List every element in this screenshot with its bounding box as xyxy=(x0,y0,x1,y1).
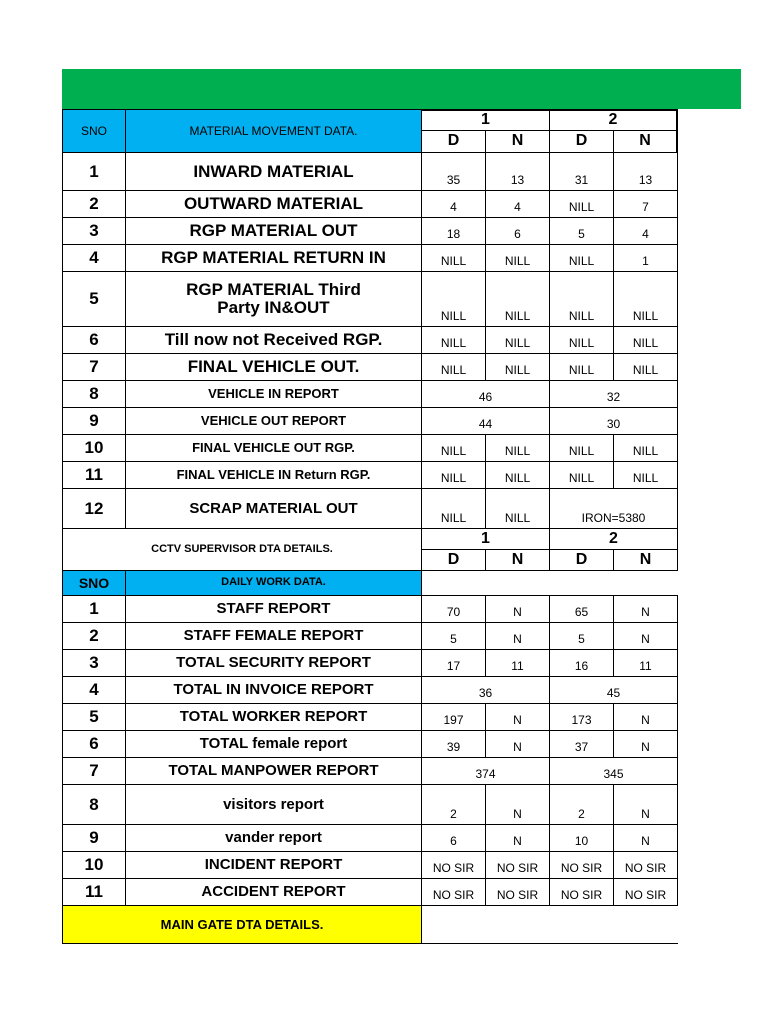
daily-row-8-value-2: N xyxy=(486,785,550,825)
daily-row-10-value-4: NO SIR xyxy=(614,852,678,879)
material-row-7-value-1: NILL xyxy=(422,354,486,381)
daily-row-7-sno: 7 xyxy=(62,758,126,785)
material-row-1-value-1: 35 xyxy=(422,153,486,191)
daily-row-11-value-1: NO SIR xyxy=(422,879,486,906)
material-row-3-value-4: 4 xyxy=(614,218,678,245)
daily-row-4-day2: 45 xyxy=(550,677,678,704)
shift-header-n: N xyxy=(486,131,550,153)
material-row-4-sno: 4 xyxy=(62,245,126,272)
daily-row-10-value-3: NO SIR xyxy=(550,852,614,879)
daily-row-4-day1: 36 xyxy=(422,677,550,704)
material-movement-header: MATERIAL MOVEMENT DATA. xyxy=(126,109,422,153)
daily-row-8-label: visitors report xyxy=(126,785,422,825)
shift-header-n: N xyxy=(614,131,678,153)
material-row-8-label: VEHICLE IN REPORT xyxy=(126,381,422,408)
material-row-6-sno: 6 xyxy=(62,327,126,354)
cctv-day-1: 1 xyxy=(422,529,550,550)
daily-row-10-sno: 10 xyxy=(62,852,126,879)
daily-row-5-sno: 5 xyxy=(62,704,126,731)
material-row-9-day1: 44 xyxy=(422,408,550,435)
material-row-1-value-2: 13 xyxy=(486,153,550,191)
material-row-1-sno: 1 xyxy=(62,153,126,191)
daily-row-6-value-2: N xyxy=(486,731,550,758)
material-row-8-day2: 32 xyxy=(550,381,678,408)
daily-row-3-value-4: 11 xyxy=(614,650,678,677)
material-row-7-value-2: NILL xyxy=(486,354,550,381)
material-row-1-value-4: 13 xyxy=(614,153,678,191)
material-row-11-value-1: NILL xyxy=(422,462,486,489)
daily-row-1-sno: 1 xyxy=(62,596,126,623)
daily-row-9-value-4: N xyxy=(614,825,678,852)
daily-row-1-label: STAFF REPORT xyxy=(126,596,422,623)
daily-row-11-label: ACCIDENT REPORT xyxy=(126,879,422,906)
green-title-banner xyxy=(62,69,741,109)
daily-row-4-sno: 4 xyxy=(62,677,126,704)
daily-row-2-value-2: N xyxy=(486,623,550,650)
daily-work-header: DAILY WORK DATA. xyxy=(126,571,422,596)
day-2-header: 2 xyxy=(550,109,678,131)
daily-row-8-value-4: N xyxy=(614,785,678,825)
material-row-4-label: RGP MATERIAL RETURN IN xyxy=(126,245,422,272)
cctv-shift-2: N xyxy=(486,550,550,571)
daily-row-6-value-1: 39 xyxy=(422,731,486,758)
material-row-2-value-2: 4 xyxy=(486,191,550,218)
material-row-4-value-4: 1 xyxy=(614,245,678,272)
material-row-6-label: Till now not Received RGP. xyxy=(126,327,422,354)
material-row-5-value-3: NILL xyxy=(550,272,614,327)
daily-row-9-label: vander report xyxy=(126,825,422,852)
daily-row-6-label: TOTAL female report xyxy=(126,731,422,758)
material-row-2-value-4: 7 xyxy=(614,191,678,218)
daily-row-10-value-2: NO SIR xyxy=(486,852,550,879)
daily-row-5-value-2: N xyxy=(486,704,550,731)
material-row-3-value-1: 18 xyxy=(422,218,486,245)
material-row-10-value-1: NILL xyxy=(422,435,486,462)
material-row-6-value-2: NILL xyxy=(486,327,550,354)
material-row-11-value-2: NILL xyxy=(486,462,550,489)
daily-sno-header: SNO xyxy=(62,571,126,596)
material-row-3-sno: 3 xyxy=(62,218,126,245)
daily-row-7-day2: 345 xyxy=(550,758,678,785)
material-row-1-value-3: 31 xyxy=(550,153,614,191)
material-row-6-value-4: NILL xyxy=(614,327,678,354)
main-gate-title: MAIN GATE DTA DETAILS. xyxy=(62,906,422,944)
daily-row-6-sno: 6 xyxy=(62,731,126,758)
material-row-8-day1: 46 xyxy=(422,381,550,408)
daily-row-9-sno: 9 xyxy=(62,825,126,852)
material-row-5-value-1: NILL xyxy=(422,272,486,327)
material-row-3-value-2: 6 xyxy=(486,218,550,245)
material-row-4-value-1: NILL xyxy=(422,245,486,272)
cctv-shift-1: D xyxy=(422,550,486,571)
material-row-9-sno: 9 xyxy=(62,408,126,435)
material-row-11-sno: 11 xyxy=(62,462,126,489)
material-row-7-label: FINAL VEHICLE OUT. xyxy=(126,354,422,381)
material-row-2-sno: 2 xyxy=(62,191,126,218)
material-row-6-value-3: NILL xyxy=(550,327,614,354)
daily-row-11-value-3: NO SIR xyxy=(550,879,614,906)
material-row-10-value-3: NILL xyxy=(550,435,614,462)
material-row-4-value-2: NILL xyxy=(486,245,550,272)
material-row-5-label: RGP MATERIAL Third Party IN&OUT xyxy=(126,272,422,327)
daily-row-4-label: TOTAL IN INVOICE REPORT xyxy=(126,677,422,704)
material-row-1-label: INWARD MATERIAL xyxy=(126,153,422,191)
material-row-3-value-3: 5 xyxy=(550,218,614,245)
daily-row-10-value-1: NO SIR xyxy=(422,852,486,879)
material-row-12-label: SCRAP MATERIAL OUT xyxy=(126,489,422,529)
daily-row-3-sno: 3 xyxy=(62,650,126,677)
material-row-10-sno: 10 xyxy=(62,435,126,462)
daily-row-2-value-1: 5 xyxy=(422,623,486,650)
material-row-9-day2: 30 xyxy=(550,408,678,435)
daily-row-9-value-3: 10 xyxy=(550,825,614,852)
daily-row-5-label: TOTAL WORKER REPORT xyxy=(126,704,422,731)
shift-header-d: D xyxy=(550,131,614,153)
daily-row-2-label: STAFF FEMALE REPORT xyxy=(126,623,422,650)
daily-row-1-value-2: N xyxy=(486,596,550,623)
daily-row-11-value-2: NO SIR xyxy=(486,879,550,906)
daily-row-3-value-3: 16 xyxy=(550,650,614,677)
sno-header: SNO xyxy=(62,109,126,153)
material-row-2-value-3: NILL xyxy=(550,191,614,218)
cctv-shift-3: D xyxy=(550,550,614,571)
daily-row-6-value-3: 37 xyxy=(550,731,614,758)
daily-row-3-value-1: 17 xyxy=(422,650,486,677)
daily-row-11-sno: 11 xyxy=(62,879,126,906)
material-row-5-value-2: NILL xyxy=(486,272,550,327)
daily-row-5-value-1: 197 xyxy=(422,704,486,731)
daily-row-10-label: INCIDENT REPORT xyxy=(126,852,422,879)
daily-row-2-value-4: N xyxy=(614,623,678,650)
material-row-12-day2-merged: IRON=5380 xyxy=(550,489,678,529)
material-row-2-value-1: 4 xyxy=(422,191,486,218)
daily-row-9-value-1: 6 xyxy=(422,825,486,852)
material-row-7-value-4: NILL xyxy=(614,354,678,381)
daily-row-1-value-1: 70 xyxy=(422,596,486,623)
daily-row-11-value-4: NO SIR xyxy=(614,879,678,906)
daily-header-blank xyxy=(422,571,678,596)
material-row-12-sno: 12 xyxy=(62,489,126,529)
daily-row-1-value-3: 65 xyxy=(550,596,614,623)
cctv-title: CCTV SUPERVISOR DTA DETAILS. xyxy=(62,529,422,571)
material-row-6-value-1: NILL xyxy=(422,327,486,354)
material-row-12-value-1: NILL xyxy=(422,489,486,529)
material-row-10-value-4: NILL xyxy=(614,435,678,462)
daily-row-2-sno: 2 xyxy=(62,623,126,650)
material-row-5-value-4: NILL xyxy=(614,272,678,327)
material-row-2-label: OUTWARD MATERIAL xyxy=(126,191,422,218)
daily-row-7-day1: 374 xyxy=(422,758,550,785)
material-row-11-label: FINAL VEHICLE IN Return RGP. xyxy=(126,462,422,489)
material-row-10-label: FINAL VEHICLE OUT RGP. xyxy=(126,435,422,462)
material-row-11-value-3: NILL xyxy=(550,462,614,489)
material-row-8-sno: 8 xyxy=(62,381,126,408)
material-row-10-value-2: NILL xyxy=(486,435,550,462)
daily-row-3-label: TOTAL SECURITY REPORT xyxy=(126,650,422,677)
cctv-day-2: 2 xyxy=(550,529,678,550)
day-1-header: 1 xyxy=(422,109,550,131)
material-row-9-label: VEHICLE OUT REPORT xyxy=(126,408,422,435)
material-row-3-label: RGP MATERIAL OUT xyxy=(126,218,422,245)
daily-row-5-value-3: 173 xyxy=(550,704,614,731)
material-row-7-value-3: NILL xyxy=(550,354,614,381)
daily-row-8-sno: 8 xyxy=(62,785,126,825)
material-row-4-value-3: NILL xyxy=(550,245,614,272)
daily-row-7-label: TOTAL MANPOWER REPORT xyxy=(126,758,422,785)
footer-blank xyxy=(422,906,678,944)
material-row-7-sno: 7 xyxy=(62,354,126,381)
daily-row-8-value-3: 2 xyxy=(550,785,614,825)
shift-header-d: D xyxy=(422,131,486,153)
material-row-11-value-4: NILL xyxy=(614,462,678,489)
daily-row-6-value-4: N xyxy=(614,731,678,758)
material-row-5-sno: 5 xyxy=(62,272,126,327)
daily-row-3-value-2: 11 xyxy=(486,650,550,677)
cctv-shift-4: N xyxy=(614,550,678,571)
daily-row-2-value-3: 5 xyxy=(550,623,614,650)
daily-row-8-value-1: 2 xyxy=(422,785,486,825)
daily-row-1-value-4: N xyxy=(614,596,678,623)
daily-row-9-value-2: N xyxy=(486,825,550,852)
material-row-12-value-2: NILL xyxy=(486,489,550,529)
daily-row-5-value-4: N xyxy=(614,704,678,731)
